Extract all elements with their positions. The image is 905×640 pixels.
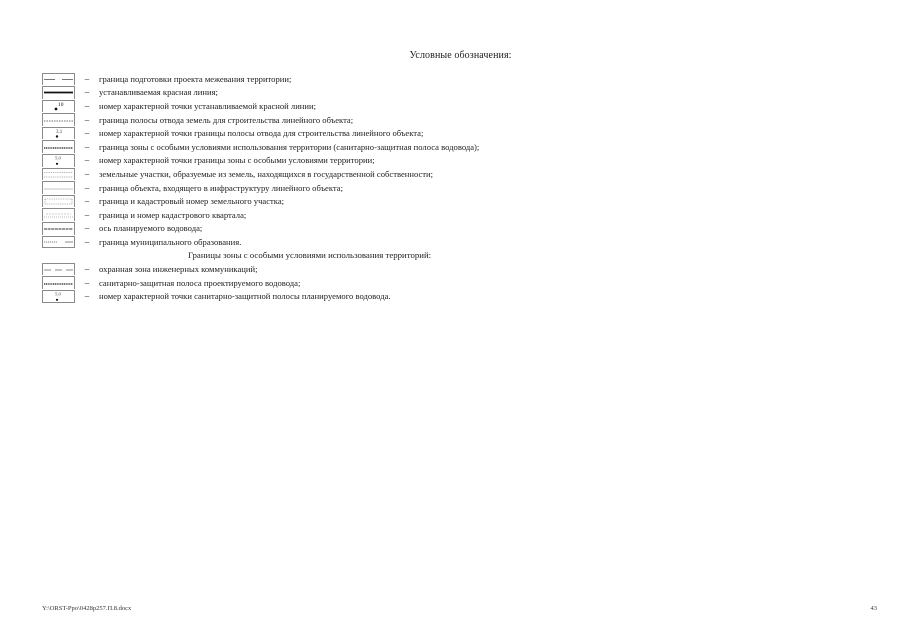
legend-item-text: граница полосы отвода земель для строительства линейного объекта; bbox=[99, 114, 354, 125]
legend-item-text: номер характерной точки границы зоны с особыми условиями территории; bbox=[99, 155, 375, 166]
legend-item-text: санитарно-защитная полоса проектируемого водовода; bbox=[99, 277, 301, 288]
allotment-point-icon bbox=[42, 127, 75, 140]
boundary-dashed-icon bbox=[42, 73, 75, 86]
zone-point-icon bbox=[42, 154, 75, 167]
point-number-label: 5.0 bbox=[55, 155, 61, 161]
legend-item-text: граница муниципального образования. bbox=[99, 236, 242, 247]
legend-item-text: граница и кадастровый номер земельного участка; bbox=[99, 196, 285, 207]
legend-item bbox=[42, 235, 862, 249]
legend-dash: – bbox=[84, 291, 90, 302]
legend-item bbox=[42, 290, 862, 304]
legend-item-text: номер характерной точки санитарно-защитной полосы планируемого водовода. bbox=[99, 291, 391, 302]
legend-dash: – bbox=[84, 128, 90, 139]
red-line-point-icon bbox=[42, 100, 75, 113]
municipal-boundary-icon bbox=[42, 236, 75, 249]
legend-item bbox=[42, 167, 862, 181]
legend-item-text: граница объекта, входящего в инфраструктуру линейного объекта; bbox=[99, 182, 343, 193]
cadastral-quarter-icon bbox=[42, 208, 75, 221]
legend-item bbox=[42, 181, 862, 195]
point-number-label: 10 bbox=[58, 101, 64, 108]
legend-item bbox=[42, 72, 862, 86]
legend-item-text: устанавливаемая красная линия; bbox=[99, 87, 218, 98]
legend-item bbox=[42, 99, 862, 113]
legend-dash: – bbox=[84, 236, 90, 247]
footer-file-path: Y:\ORST-Ppo\0428p257.П.8.docx bbox=[42, 605, 132, 612]
legend-item-text: охранная зона инженерных коммуникаций; bbox=[99, 264, 258, 275]
legend-dash: – bbox=[84, 223, 90, 234]
legend-dash: – bbox=[84, 196, 90, 207]
utility-protection-zone-icon bbox=[42, 263, 75, 276]
sanitary-point-icon bbox=[42, 290, 75, 303]
legend-item-text: граница подготовки проекта межевания территории; bbox=[99, 73, 292, 84]
legend-item bbox=[42, 140, 862, 154]
legend-group-zones bbox=[42, 262, 862, 303]
legend-item bbox=[42, 113, 862, 127]
legend-item bbox=[42, 208, 862, 222]
point-number-label: 5.0 bbox=[55, 291, 61, 297]
legend-item bbox=[42, 276, 862, 290]
legend-item-text: номер характерной точки границы полосы отвода для строительства линейного объекта; bbox=[99, 128, 424, 139]
state-land-icon bbox=[42, 168, 75, 181]
sanitary-strip-icon bbox=[42, 276, 75, 289]
legend-dash: – bbox=[84, 277, 90, 288]
legend-item-text: граница зоны с особыми условиями использования территории (санитарно-защитная полоса водовода); bbox=[99, 141, 480, 152]
legend-item bbox=[42, 262, 862, 276]
red-line-icon bbox=[42, 86, 75, 99]
legend-item-text: номер характерной точки устанавливаемой красной линии; bbox=[99, 100, 316, 111]
legend-item bbox=[42, 86, 862, 100]
legend-item-text: земельные участки, образуемые из земель, находящихся в государственной собственности; bbox=[99, 168, 434, 179]
legend-item bbox=[42, 222, 862, 236]
legend-item bbox=[42, 126, 862, 140]
legend bbox=[42, 72, 862, 303]
legend-item bbox=[42, 154, 862, 168]
parcel-boundary-icon bbox=[42, 195, 75, 208]
zone-boundary-icon bbox=[42, 140, 75, 153]
legend-title: Условные обозначения: bbox=[409, 50, 512, 61]
point-number-label: 3.1 bbox=[56, 130, 63, 136]
legend-group-main bbox=[42, 72, 862, 249]
water-main-axis-icon bbox=[42, 222, 75, 235]
legend-dash: – bbox=[84, 100, 90, 111]
legend-item-text: ось планируемого водовода; bbox=[99, 223, 203, 234]
legend-dash: – bbox=[84, 73, 90, 84]
legend-item bbox=[42, 194, 862, 208]
infrastructure-boundary-icon bbox=[42, 181, 75, 194]
legend-dash: – bbox=[84, 182, 90, 193]
legend-dash: – bbox=[84, 264, 90, 275]
legend-dash: – bbox=[84, 155, 90, 166]
legend-item-text: граница и номер кадастрового квартала; bbox=[99, 209, 247, 220]
footer-page-number: 43 bbox=[870, 605, 877, 612]
legend-dash: – bbox=[84, 114, 90, 125]
legend-dash: – bbox=[84, 209, 90, 220]
allotment-boundary-icon bbox=[42, 113, 75, 126]
legend-dash: – bbox=[84, 141, 90, 152]
legend-subheading: Границы зоны с особыми условиями использования территорий: bbox=[188, 249, 432, 260]
legend-dash: – bbox=[84, 87, 90, 98]
legend-dash: – bbox=[84, 168, 90, 179]
